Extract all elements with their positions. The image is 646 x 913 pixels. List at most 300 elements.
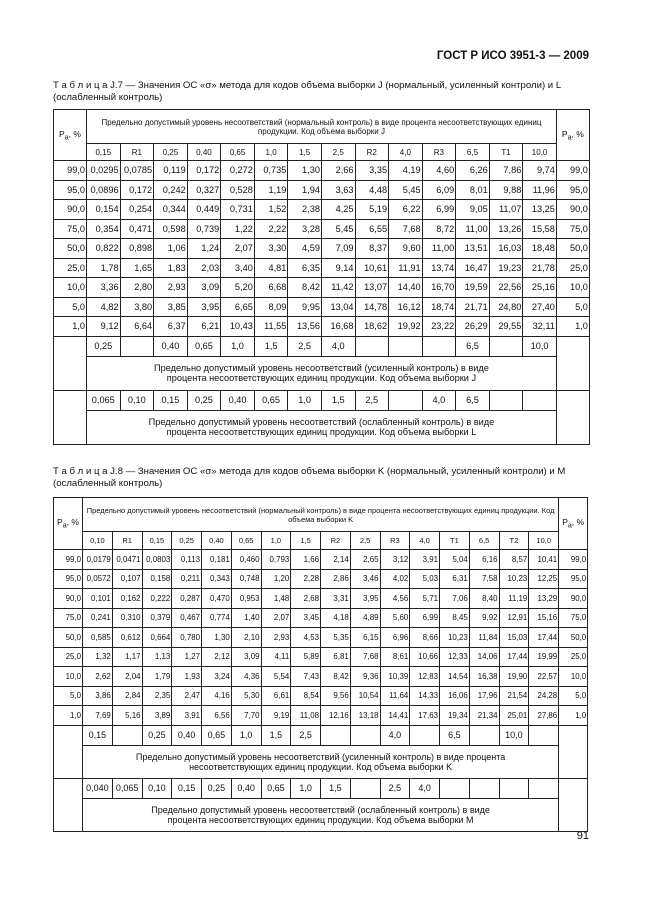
tightened-values-row: [54, 725, 588, 745]
cell-value: 0,344: [154, 200, 188, 220]
cell-value: 11,00: [422, 239, 456, 259]
cell-value: 8,57: [499, 550, 529, 570]
cell-value: 16,68: [321, 317, 355, 337]
table-j7: [53, 109, 590, 445]
cell-value: 7,68: [350, 647, 380, 667]
cell-value: 0,471: [120, 219, 154, 239]
cell-value: 1,40: [231, 608, 261, 628]
aql-value: 1,5: [321, 778, 351, 798]
pa-value: 5,0: [556, 297, 589, 317]
cell-value: 13,56: [288, 317, 322, 337]
aql-value: [489, 390, 523, 410]
cell-value: 3,36: [87, 278, 121, 298]
aql-value: 2,5: [291, 725, 321, 745]
cell-value: 24,80: [489, 297, 523, 317]
cell-value: 0,0803: [142, 550, 172, 570]
cell-value: 12,83: [410, 667, 440, 687]
cell-value: 2,35: [142, 686, 172, 706]
cell-value: 4,59: [288, 239, 322, 259]
column-header: T1: [489, 144, 523, 161]
cell-value: 1,22: [221, 219, 255, 239]
column-header: 0,40: [202, 532, 232, 550]
document-code: ГОСТ Р ИСО 3951-3 — 2009: [436, 50, 589, 62]
column-header: 0,10: [83, 532, 113, 550]
cell-value: 1,30: [288, 161, 322, 181]
table-row: [54, 278, 590, 298]
cell-value: 2,84: [112, 686, 142, 706]
cell-value: 6,56: [202, 706, 232, 726]
pa-value: 75,0: [54, 608, 83, 628]
cell-value: 1,24: [187, 239, 221, 259]
cell-value: 2,14: [321, 550, 351, 570]
cell-value: 6,61: [261, 686, 291, 706]
pa-value: 50,0: [54, 239, 87, 259]
tightened-values-row: [54, 336, 590, 356]
cell-value: 1,30: [202, 628, 232, 648]
cell-value: 7,69: [83, 706, 113, 726]
table-row: [54, 667, 588, 687]
aql-value: 1,0: [221, 336, 255, 356]
pa-value: 90,0: [559, 589, 588, 609]
cell-value: 0,735: [254, 161, 288, 181]
aql-value: 0,40: [231, 778, 261, 798]
aql-value: 0,65: [254, 390, 288, 410]
cell-value: 8,72: [422, 219, 456, 239]
cell-value: 25,16: [523, 278, 557, 298]
cell-value: 3,89: [142, 706, 172, 726]
cell-value: 0,241: [83, 608, 113, 628]
aql-value: 0,10: [120, 390, 154, 410]
cell-value: 0,598: [154, 219, 188, 239]
pa-value: 95,0: [54, 180, 87, 200]
cell-value: 1,83: [154, 258, 188, 278]
cell-value: 8,42: [288, 278, 322, 298]
cell-value: 3,45: [291, 608, 321, 628]
cell-value: 16,12: [389, 297, 423, 317]
cell-value: 3,09: [231, 647, 261, 667]
aql-value: [389, 390, 423, 410]
cell-value: 19,92: [389, 317, 423, 337]
cell-value: 13,74: [422, 258, 456, 278]
cell-value: 10,39: [380, 667, 410, 687]
cell-value: 0,272: [221, 161, 255, 181]
cell-value: 1,66: [291, 550, 321, 570]
cell-value: 7,70: [231, 706, 261, 726]
cell-value: 18,62: [355, 317, 389, 337]
cell-value: 0,612: [112, 628, 142, 648]
aql-value: 0,065: [112, 778, 142, 798]
aql-value: 6,5: [440, 725, 470, 745]
aql-value: 4,0: [380, 725, 410, 745]
cell-value: 0,585: [83, 628, 113, 648]
tightened-control-text: Предельно допустимый уровень несоответствий (усиленный контроль) в виде процента несоответствующих единиц продукции. Код объема выборки J: [87, 356, 557, 390]
column-header-row: [54, 144, 590, 161]
cell-value: 0,664: [142, 628, 172, 648]
column-header: 10,0: [523, 144, 557, 161]
cell-value: 5,71: [410, 589, 440, 609]
cell-value: 15,58: [523, 219, 557, 239]
aql-value: [499, 778, 529, 798]
cell-value: 12,91: [499, 608, 529, 628]
cell-value: 14,06: [469, 647, 499, 667]
cell-value: 3,86: [83, 686, 113, 706]
aql-value: 1,0: [291, 778, 321, 798]
cell-value: 3,28: [288, 219, 322, 239]
cell-value: 5,03: [410, 569, 440, 589]
empty-cell: [559, 725, 588, 778]
cell-value: 10,23: [499, 569, 529, 589]
cell-value: 17,44: [529, 628, 559, 648]
aql-value: 1,5: [321, 390, 355, 410]
cell-value: 11,07: [489, 200, 523, 220]
cell-value: 10,41: [529, 550, 559, 570]
table-row: [54, 180, 590, 200]
cell-value: 3,12: [380, 550, 410, 570]
cell-value: 0,211: [172, 569, 202, 589]
cell-value: 2,80: [120, 278, 154, 298]
cell-value: 11,08: [291, 706, 321, 726]
aql-value: [355, 336, 389, 356]
pa-value: 99,0: [556, 161, 589, 181]
cell-value: 0,0179: [83, 550, 113, 570]
cell-value: 9,95: [288, 297, 322, 317]
pa-value: 95,0: [54, 569, 83, 589]
pa-value: 10,0: [556, 278, 589, 298]
column-header: 6,5: [456, 144, 490, 161]
cell-value: 5,60: [380, 608, 410, 628]
table-row: [54, 686, 588, 706]
aql-value: [422, 336, 456, 356]
cell-value: 9,14: [321, 258, 355, 278]
cell-value: 19,90: [499, 667, 529, 687]
aql-value: 6,5: [456, 390, 490, 410]
cell-value: 4,19: [389, 161, 423, 181]
reduced-control-text-row: [54, 798, 588, 831]
cell-value: 2,07: [221, 239, 255, 259]
aql-value: [350, 778, 380, 798]
normal-control-header: Предельно допустимый уровень несоответствий (нормальный контроль) в виде процента несоответствующих единиц продукции. Код объема выборки J: [87, 110, 557, 144]
pa-value: 5,0: [54, 297, 87, 317]
cell-value: 16,47: [456, 258, 490, 278]
table-row: [54, 569, 588, 589]
cell-value: 0,379: [142, 608, 172, 628]
cell-value: 0,0785: [120, 161, 154, 181]
cell-value: 6,31: [440, 569, 470, 589]
cell-value: 6,26: [456, 161, 490, 181]
cell-value: 2,12: [202, 647, 232, 667]
cell-value: 16,06: [440, 686, 470, 706]
tightened-control-text-row: [54, 745, 588, 778]
cell-value: 5,45: [389, 180, 423, 200]
cell-value: 8,01: [456, 180, 490, 200]
column-header: 1,5: [288, 144, 322, 161]
cell-value: 6,21: [187, 317, 221, 337]
aql-value: 0,15: [83, 725, 113, 745]
cell-value: 21,34: [469, 706, 499, 726]
cell-value: 18,48: [523, 239, 557, 259]
cell-value: 3,24: [202, 667, 232, 687]
cell-value: 27,86: [529, 706, 559, 726]
cell-value: 7,68: [389, 219, 423, 239]
cell-value: 1,17: [112, 647, 142, 667]
cell-value: 1,20: [261, 569, 291, 589]
aql-value: 1,0: [288, 390, 322, 410]
pa-value: 50,0: [54, 628, 83, 648]
pa-value: 90,0: [54, 200, 87, 220]
cell-value: 5,89: [291, 647, 321, 667]
cell-value: 0,0295: [87, 161, 121, 181]
cell-value: 6,65: [221, 297, 255, 317]
cell-value: 1,13: [142, 647, 172, 667]
cell-value: 11,00: [456, 219, 490, 239]
cell-value: 9,19: [261, 706, 291, 726]
cell-value: 1,93: [172, 667, 202, 687]
cell-value: 18,74: [422, 297, 456, 317]
cell-value: 9,36: [350, 667, 380, 687]
cell-value: 4,16: [202, 686, 232, 706]
aql-value: [489, 336, 523, 356]
cell-value: 15,03: [499, 628, 529, 648]
aql-value: [112, 725, 142, 745]
cell-value: 4,48: [355, 180, 389, 200]
cell-value: 0,354: [87, 219, 121, 239]
cell-value: 10,66: [410, 647, 440, 667]
cell-value: 0,242: [154, 180, 188, 200]
cell-value: 4,82: [87, 297, 121, 317]
cell-value: 3,63: [321, 180, 355, 200]
cell-value: 1,27: [172, 647, 202, 667]
table-row: [54, 219, 590, 239]
cell-value: 11,96: [523, 180, 557, 200]
cell-value: 6,22: [389, 200, 423, 220]
cell-value: 0,162: [112, 589, 142, 609]
aql-value: 0,065: [87, 390, 121, 410]
cell-value: 4,11: [261, 647, 291, 667]
cell-value: 0,793: [261, 550, 291, 570]
column-header: R1: [112, 532, 142, 550]
aql-value: 1,5: [254, 336, 288, 356]
cell-value: 6,68: [254, 278, 288, 298]
cell-value: 14,54: [440, 667, 470, 687]
cell-value: 25,01: [499, 706, 529, 726]
pa-value: 5,0: [54, 686, 83, 706]
cell-value: 1,48: [261, 589, 291, 609]
column-header: R2: [321, 532, 351, 550]
cell-value: 0,158: [142, 569, 172, 589]
pa-value: 50,0: [559, 628, 588, 648]
cell-value: 0,0572: [83, 569, 113, 589]
table-row: [54, 550, 588, 570]
cell-value: 4,81: [254, 258, 288, 278]
cell-value: 2,62: [83, 667, 113, 687]
empty-cell: [54, 390, 87, 444]
cell-value: 11,42: [321, 278, 355, 298]
cell-value: 6,55: [355, 219, 389, 239]
table-row: [54, 161, 590, 181]
cell-value: 0,113: [172, 550, 202, 570]
cell-value: 4,02: [380, 569, 410, 589]
cell-value: 6,99: [410, 608, 440, 628]
cell-value: 6,64: [120, 317, 154, 337]
table-row: [54, 608, 588, 628]
cell-value: 3,09: [187, 278, 221, 298]
cell-value: 19,59: [456, 278, 490, 298]
cell-value: 21,71: [456, 297, 490, 317]
cell-value: 11,19: [499, 589, 529, 609]
cell-value: 13,25: [523, 200, 557, 220]
pa-value: 99,0: [54, 161, 87, 181]
reduced-control-text-row: [54, 410, 590, 444]
cell-value: 2,03: [187, 258, 221, 278]
pa-value: 75,0: [559, 608, 588, 628]
aql-value: 4,0: [321, 336, 355, 356]
cell-value: 17,63: [410, 706, 440, 726]
aql-value: [469, 725, 499, 745]
cell-value: 9,92: [469, 608, 499, 628]
cell-value: 2,68: [291, 589, 321, 609]
column-header: 6,5: [469, 532, 499, 550]
cell-value: 5,20: [221, 278, 255, 298]
reduced-control-text: Предельно допустимый уровень несоответствий (ослабленный контроль) в виде процента несоответствующих единиц продукции. Код объема выборки L: [87, 410, 557, 444]
cell-value: 5,16: [112, 706, 142, 726]
aql-value: [469, 778, 499, 798]
cell-value: 6,16: [469, 550, 499, 570]
cell-value: 24,28: [529, 686, 559, 706]
cell-value: 0,172: [120, 180, 154, 200]
cell-value: 23,22: [422, 317, 456, 337]
cell-value: 14,33: [410, 686, 440, 706]
cell-value: 9,12: [87, 317, 121, 337]
cell-value: 3,35: [355, 161, 389, 181]
cell-value: 5,35: [321, 628, 351, 648]
cell-value: 19,34: [440, 706, 470, 726]
column-header: 0,15: [142, 532, 172, 550]
pa-value: 90,0: [54, 589, 83, 609]
cell-value: 8,61: [380, 647, 410, 667]
pa-value: 1,0: [54, 706, 83, 726]
cell-value: 1,65: [120, 258, 154, 278]
cell-value: 7,86: [489, 161, 523, 181]
aql-value: 10,0: [523, 336, 557, 356]
column-header: 4,0: [389, 144, 423, 161]
cell-value: 3,91: [410, 550, 440, 570]
table-j8: [53, 497, 588, 832]
cell-value: 1,52: [254, 200, 288, 220]
table-row: [54, 647, 588, 667]
aql-value: 4,0: [410, 778, 440, 798]
cell-value: 19,99: [529, 647, 559, 667]
aql-value: 0,10: [142, 778, 172, 798]
cell-value: 0,822: [87, 239, 121, 259]
cell-value: 0,181: [202, 550, 232, 570]
aql-value: [529, 725, 559, 745]
pa-value: 95,0: [559, 569, 588, 589]
cell-value: 1,19: [254, 180, 288, 200]
cell-value: 3,40: [221, 258, 255, 278]
cell-value: 3,91: [172, 706, 202, 726]
cell-value: 13,18: [350, 706, 380, 726]
pa-value: 5,0: [559, 686, 588, 706]
column-header: 0,25: [172, 532, 202, 550]
column-header: 10,0: [529, 532, 559, 550]
column-header: 2,5: [350, 532, 380, 550]
column-header: 0,65: [231, 532, 261, 550]
pa-value: 25,0: [54, 647, 83, 667]
column-header: 0,65: [221, 144, 255, 161]
aql-value: [389, 336, 423, 356]
column-header: 1,0: [261, 532, 291, 550]
table-row: [54, 628, 588, 648]
aql-value: 0,25: [202, 778, 232, 798]
cell-value: 8,09: [254, 297, 288, 317]
column-header-row: [54, 532, 588, 550]
aql-value: 4,0: [422, 390, 456, 410]
table-row: [54, 258, 590, 278]
cell-value: 19,23: [489, 258, 523, 278]
cell-value: 14,78: [355, 297, 389, 317]
aql-value: 0,65: [261, 778, 291, 798]
aql-value: 1,5: [261, 725, 291, 745]
cell-value: 26,29: [456, 317, 490, 337]
cell-value: 9,60: [389, 239, 423, 259]
cell-value: 11,84: [469, 628, 499, 648]
aql-value: 6,5: [456, 336, 490, 356]
pa-value: 75,0: [556, 219, 589, 239]
column-header: R3: [380, 532, 410, 550]
empty-cell: [556, 390, 589, 444]
aql-value: 0,25: [187, 390, 221, 410]
column-header: 2,5: [321, 144, 355, 161]
cell-value: 5,19: [355, 200, 389, 220]
cell-value: 2,22: [254, 219, 288, 239]
cell-value: 0,467: [172, 608, 202, 628]
column-header: 4,0: [410, 532, 440, 550]
aql-value: 0,15: [154, 390, 188, 410]
pa-header-left: $P_a$, %: [54, 498, 83, 550]
cell-value: 0,449: [187, 200, 221, 220]
cell-value: 9,56: [321, 686, 351, 706]
pa-value: 50,0: [556, 239, 589, 259]
aql-value: 0,15: [172, 778, 202, 798]
cell-value: 2,38: [288, 200, 322, 220]
column-header: R3: [422, 144, 456, 161]
aql-value: 0,40: [221, 390, 255, 410]
table-row: [54, 589, 588, 609]
cell-value: 10,23: [440, 628, 470, 648]
cell-value: 8,54: [291, 686, 321, 706]
empty-cell: [556, 336, 589, 390]
header-row: [54, 110, 590, 144]
cell-value: 3,31: [321, 589, 351, 609]
cell-value: 0,327: [187, 180, 221, 200]
cell-value: 7,06: [440, 589, 470, 609]
cell-value: 2,93: [261, 628, 291, 648]
cell-value: 0,0471: [112, 550, 142, 570]
cell-value: 1,94: [288, 180, 322, 200]
cell-value: 4,53: [291, 628, 321, 648]
cell-value: 2,10: [231, 628, 261, 648]
column-header: 0,40: [187, 144, 221, 161]
cell-value: 0,528: [221, 180, 255, 200]
aql-value: 0,040: [83, 778, 113, 798]
cell-value: 3,85: [154, 297, 188, 317]
table-row: [54, 706, 588, 726]
cell-value: 0,460: [231, 550, 261, 570]
cell-value: 11,64: [380, 686, 410, 706]
cell-value: 9,88: [489, 180, 523, 200]
cell-value: 0,0896: [87, 180, 121, 200]
cell-value: 8,40: [469, 589, 499, 609]
